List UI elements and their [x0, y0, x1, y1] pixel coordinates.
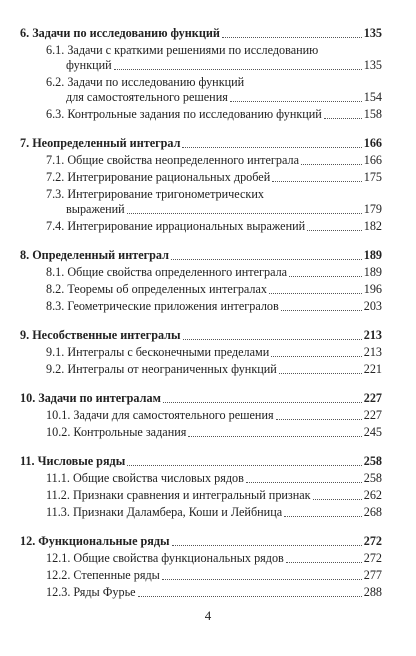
table-of-contents [20, 26, 382, 600]
toc-page-number: 154 [363, 90, 382, 104]
toc-page-number: 179 [363, 202, 382, 216]
toc-entry-line [46, 202, 382, 217]
toc-page-number: 166 [363, 153, 382, 167]
dot-leader [114, 68, 362, 70]
toc-page-number: 277 [363, 568, 382, 582]
toc-chapter [20, 534, 382, 549]
toc-entry-title: функций [66, 58, 112, 72]
toc-entry-title: 11.1. Общие свойства числовых рядов [46, 471, 244, 485]
toc-entry-title: 6.3. Контрольные задания по исследованию функций [46, 107, 322, 121]
dot-leader [307, 229, 362, 231]
dot-leader [276, 418, 362, 420]
dot-leader [324, 117, 362, 119]
toc-page-number: 175 [363, 170, 382, 184]
dot-leader [271, 355, 361, 357]
toc-entry-title: для самостоятельного решения [66, 90, 228, 104]
toc-chapter [20, 248, 382, 263]
toc-page-number: 245 [363, 425, 382, 439]
toc-page-number: 213 [363, 328, 382, 342]
toc-page-number: 203 [363, 299, 382, 313]
toc-entry [20, 505, 382, 520]
dot-leader [183, 338, 362, 340]
toc-entry [20, 153, 382, 168]
toc-page-number: 272 [363, 551, 382, 565]
toc-page-number: 288 [363, 585, 382, 599]
toc-entry-title: 6. Задачи по исследованию функций [20, 26, 220, 40]
toc-page-number: 268 [363, 505, 382, 519]
toc-entry [20, 43, 382, 73]
toc-page-number: 135 [363, 26, 382, 40]
toc-page-number: 189 [363, 248, 382, 262]
toc-entry-title: 12.2. Степенные ряды [46, 568, 160, 582]
toc-entry [20, 75, 382, 105]
dot-leader [163, 401, 362, 403]
dot-leader [279, 372, 362, 374]
toc-entry-title: 12. Функциональные ряды [20, 534, 170, 548]
toc-entry [20, 568, 382, 583]
toc-entry-title: 11. Числовые ряды [20, 454, 126, 468]
dot-leader [281, 309, 362, 311]
toc-entry-title: 11.3. Признаки Даламбера, Коши и Лейбница [46, 505, 283, 519]
toc-chapter [20, 391, 382, 406]
toc-entry [20, 551, 382, 566]
toc-entry-title: 9.1. Интегралы с бесконечными пределами [46, 345, 270, 359]
toc-page-number: 258 [363, 454, 382, 468]
dot-leader [171, 258, 362, 260]
dot-leader [301, 163, 362, 165]
toc-entry [20, 107, 382, 122]
toc-entry-title: 8.3. Геометрические приложения интегралов [46, 299, 279, 313]
dot-leader [289, 275, 362, 277]
toc-entry [20, 471, 382, 486]
dot-leader [246, 481, 362, 483]
toc-entry-title: 12.1. Общие свойства функциональных рядов [46, 551, 284, 565]
toc-entry [20, 585, 382, 600]
toc-entry [20, 425, 382, 440]
toc-page-number: 135 [363, 58, 382, 72]
dot-leader [162, 578, 362, 580]
toc-page-number: 227 [363, 391, 382, 405]
toc-page-number: 158 [363, 107, 382, 121]
toc-entry [20, 219, 382, 234]
toc-entry [20, 345, 382, 360]
toc-entry-title: 6.1. Задачи с краткими решениями по исследованию [46, 43, 319, 57]
dot-leader [138, 595, 362, 597]
toc-entry-title: 7.3. Интегрирование тригонометрических [46, 187, 264, 201]
toc-entry-title: 6.2. Задачи по исследованию функций [46, 75, 245, 89]
toc-entry-title: 7.2. Интегрирование рациональных дробей [46, 170, 271, 184]
toc-page-number: 258 [363, 471, 382, 485]
toc-entry-title: 7. Неопределенный интеграл [20, 136, 181, 150]
dot-leader [286, 561, 362, 563]
toc-entry-title: 7.1. Общие свойства неопределенного интеграла [46, 153, 300, 167]
toc-entry [20, 362, 382, 377]
toc-entry-title: 9. Несобственные интегралы [20, 328, 181, 342]
toc-entry [20, 488, 382, 503]
toc-entry-title: 10.2. Контрольные задания [46, 425, 187, 439]
toc-page-number: 166 [363, 136, 382, 150]
toc-chapter [20, 26, 382, 41]
toc-page-number: 221 [363, 362, 382, 376]
toc-page-number: 262 [363, 488, 382, 502]
dot-leader [127, 212, 362, 214]
toc-entry [20, 408, 382, 423]
dot-leader [172, 544, 362, 546]
toc-entry-title: 11.2. Признаки сравнения и интегральный признак [46, 488, 311, 502]
toc-page-number: 227 [363, 408, 382, 422]
toc-entry [20, 282, 382, 297]
toc-entry [20, 265, 382, 280]
toc-page-number: 213 [363, 345, 382, 359]
toc-entry-title: 8.1. Общие свойства определенного интеграла [46, 265, 288, 279]
dot-leader [230, 100, 362, 102]
toc-entry-title: 7.4. Интегрирование иррациональных выражений [46, 219, 306, 233]
toc-entry-title: выражений [66, 202, 125, 216]
dot-leader [284, 515, 362, 517]
toc-entry-title: 8.2. Теоремы об определенных интегралах [46, 282, 268, 296]
dot-leader [188, 435, 361, 437]
toc-entry [20, 299, 382, 314]
dot-leader [222, 36, 362, 38]
dot-leader [269, 292, 362, 294]
dot-leader [127, 464, 362, 466]
dot-leader [182, 146, 361, 148]
toc-chapter [20, 454, 382, 469]
toc-entry-title: 8. Определенный интеграл [20, 248, 169, 262]
toc-entry-title: 9.2. Интегралы от неограниченных функций [46, 362, 277, 376]
dot-leader [272, 180, 361, 182]
toc-page-number: 196 [363, 282, 382, 296]
toc-page-number: 182 [363, 219, 382, 233]
toc-chapter [20, 136, 382, 151]
toc-entry [20, 170, 382, 185]
toc-entry-title: 12.3. Ряды Фурье [46, 585, 136, 599]
toc-entry-title: 10. Задачи по интегралам [20, 391, 161, 405]
toc-chapter [20, 328, 382, 343]
dot-leader [313, 498, 362, 500]
toc-entry [20, 187, 382, 217]
toc-entry-title: 10.1. Задачи для самостоятельного решения [46, 408, 274, 422]
toc-entry-line [46, 58, 382, 73]
page-number: 4 [204, 608, 212, 623]
toc-page-number: 272 [363, 534, 382, 548]
toc-page-number: 189 [363, 265, 382, 279]
toc-entry-line [46, 90, 382, 105]
